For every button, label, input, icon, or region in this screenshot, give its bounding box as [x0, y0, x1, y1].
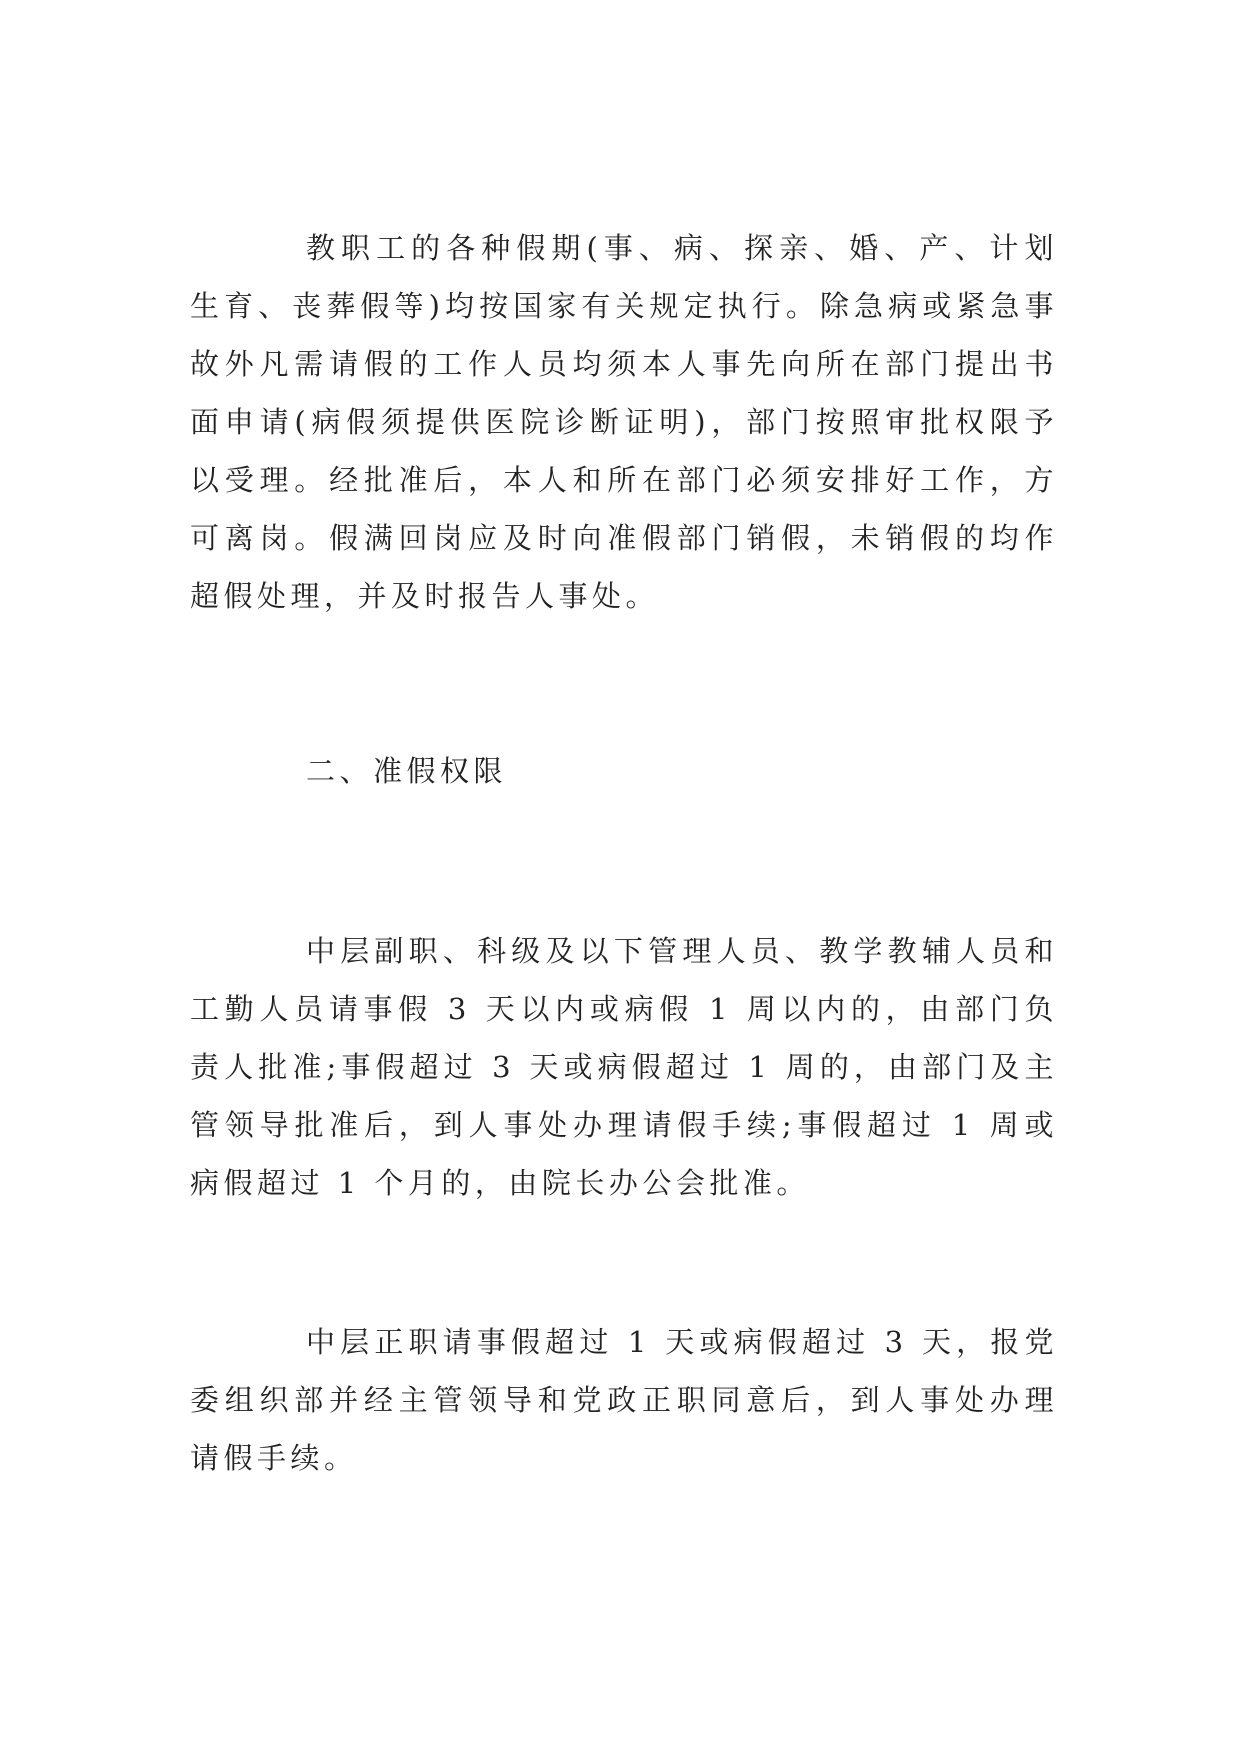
section-heading-leave-authority: 二、准假权限 [306, 754, 508, 788]
paragraph-middle-head-approval: 中层正职请事假超过 1 天或病假超过 3 天，报党委组织部并经主管领导和党政正职同意后，到人事处办理请假手续。 [190, 1325, 1058, 1475]
paragraph-leave-types: 教职工的各种假期(事、病、探亲、婚、产、计划生育、丧葬假等)均按国家有关规定执行。除急病或紧急事故外凡需请假的工作人员均须本人事先向所在部门提出书面申请(病假须提供医院诊断证明)，部门按照审批权限予以受理。经批准后，本人和所在部门必须安排好工作，方可离岗。假满回岗应及时向准假部门销假，未销假的均作超假处理，并及时报告人事处。 [190, 231, 1058, 613]
paragraph-middle-deputy-approval: 中层副职、科级及以下管理人员、教学教辅人员和工勤人员请事假 3 天以内或病假 1 周以内的，由部门负责人批准;事假超过 3 天或病假超过 1 周的，由部门及主管领导批准后，到人事处办理请假手续;事假超过 1 周或病假超过 1 个月的，由院长办公会批准。 [190, 934, 1058, 1200]
